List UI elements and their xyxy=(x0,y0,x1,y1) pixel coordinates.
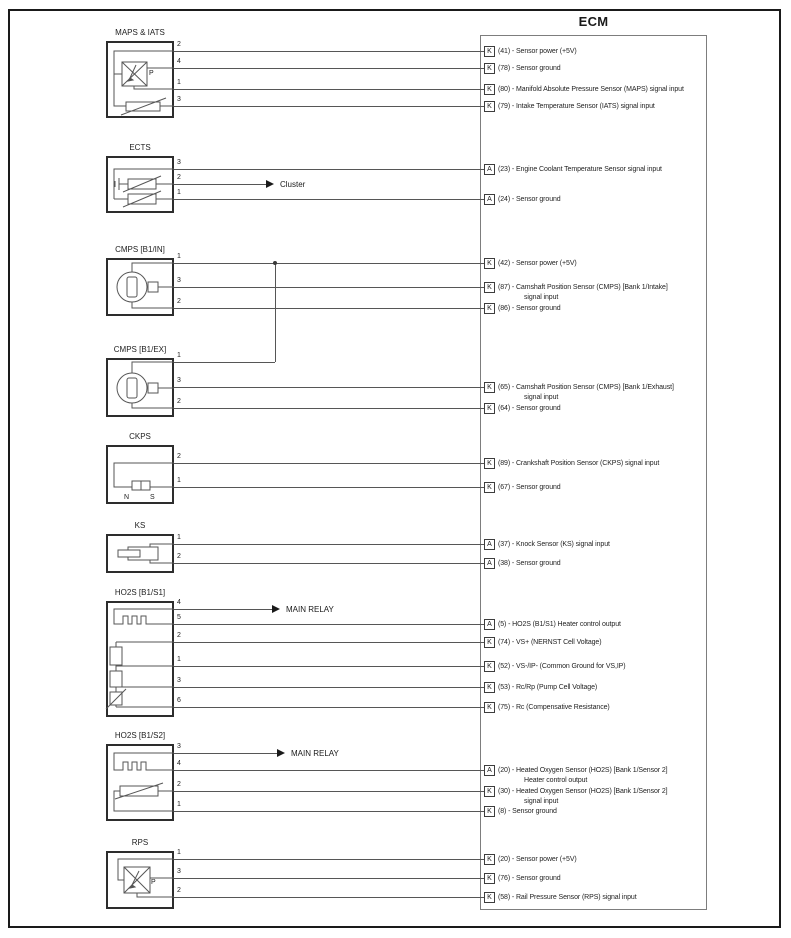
ks-symbol xyxy=(106,534,174,573)
wire-junction xyxy=(273,261,277,265)
pressure-p-label: P xyxy=(151,879,156,886)
ecm-terminal xyxy=(484,854,577,865)
wire xyxy=(174,184,266,185)
terminal-letter: A xyxy=(484,619,495,630)
wire xyxy=(174,624,484,625)
main-relay-label: MAIN RELAY xyxy=(286,605,334,614)
wire xyxy=(174,753,277,754)
terminal-letter: K xyxy=(484,258,495,269)
pin-number: 3 xyxy=(177,377,181,384)
ecm-terminal xyxy=(484,403,561,414)
terminal-text: (89) - Crankshaft Position Sensor (CKPS) signal input xyxy=(498,459,660,467)
pin-number: 4 xyxy=(177,599,181,606)
wire xyxy=(174,199,484,200)
wire xyxy=(174,791,484,792)
pin-number: 4 xyxy=(177,760,181,767)
ho2s-s1-symbol xyxy=(106,601,174,717)
pole-n-label: N xyxy=(124,494,130,501)
terminal-text: (65) - Camshaft Position Sensor (CMPS) [Bank 1/Exhaust] xyxy=(498,383,674,391)
ecm-terminal xyxy=(484,194,561,205)
terminal-text: (5) - HO2S (B1/S1) Heater control output xyxy=(498,620,621,628)
ecm-terminal xyxy=(484,765,668,786)
pin-number: 1 xyxy=(177,189,181,196)
wire xyxy=(174,362,275,363)
connector-title-rps: RPS xyxy=(131,838,149,847)
terminal-text: (37) - Knock Sensor (KS) signal input xyxy=(498,540,610,548)
pin-number: 3 xyxy=(177,868,181,875)
wire xyxy=(174,897,484,898)
wire xyxy=(174,811,484,812)
connector-cmps-ex xyxy=(106,358,174,417)
terminal-text2: signal input xyxy=(524,797,559,805)
wire xyxy=(174,463,484,464)
pin-number: 3 xyxy=(177,96,181,103)
pole-s-label: S xyxy=(150,494,155,501)
terminal-letter: A xyxy=(484,164,495,175)
pin-number: 1 xyxy=(177,656,181,663)
terminal-letter: K xyxy=(484,84,495,95)
terminal-text: (24) - Sensor ground xyxy=(498,195,561,203)
ecm-title: ECM xyxy=(578,14,609,29)
pin-number: 2 xyxy=(177,553,181,560)
wire xyxy=(174,487,484,488)
connector-title-ckps: CKPS xyxy=(129,432,151,441)
terminal-text2: signal input xyxy=(524,393,559,401)
terminal-letter: K xyxy=(484,702,495,713)
wire xyxy=(174,68,484,69)
ecm-terminal xyxy=(484,46,577,57)
ecm-terminal xyxy=(484,873,561,884)
wire xyxy=(174,687,484,688)
pin-number: 1 xyxy=(177,477,181,484)
connector-ckps xyxy=(106,445,174,504)
pin-number: 1 xyxy=(177,253,181,260)
wire xyxy=(174,609,272,610)
connector-title-maps-iats: MAPS & IATS xyxy=(115,28,165,37)
pin-number: 1 xyxy=(177,79,181,86)
arrow-icon xyxy=(272,605,280,613)
terminal-text: (78) - Sensor ground xyxy=(498,64,561,72)
pin-number: 5 xyxy=(177,614,181,621)
terminal-text: (64) - Sensor ground xyxy=(498,404,561,412)
connector-ho2s-s2 xyxy=(106,744,174,821)
terminal-text: (74) - VS+ (NERNST Cell Voltage) xyxy=(498,638,602,646)
main-relay-label: MAIN RELAY xyxy=(291,749,339,758)
pin-number: 2 xyxy=(177,174,181,181)
terminal-text: (53) - Rc/Rp (Pump Cell Voltage) xyxy=(498,683,598,691)
wire-branch xyxy=(275,263,276,362)
ecm-terminal xyxy=(484,661,625,672)
ecm-terminal xyxy=(484,806,557,817)
terminal-text: (23) - Engine Coolant Temperature Sensor signal input xyxy=(498,165,662,173)
pin-number: 1 xyxy=(177,352,181,359)
terminal-letter: K xyxy=(484,303,495,314)
terminal-text: (42) - Sensor power (+5V) xyxy=(498,259,577,267)
wire xyxy=(174,544,484,545)
wire xyxy=(174,106,484,107)
terminal-letter: K xyxy=(484,786,495,797)
pin-number: 3 xyxy=(177,677,181,684)
pin-number: 1 xyxy=(177,801,181,808)
connector-maps-iats xyxy=(106,41,174,118)
pin-number: 2 xyxy=(177,298,181,305)
ecm-terminal xyxy=(484,682,597,693)
terminal-letter: K xyxy=(484,892,495,903)
ecm-terminal xyxy=(484,482,561,493)
connector-title-cmps-in: CMPS [B1/IN] xyxy=(115,245,165,254)
terminal-letter: K xyxy=(484,806,495,817)
pin-number: 4 xyxy=(177,58,181,65)
terminal-letter: K xyxy=(484,282,495,293)
terminal-letter: K xyxy=(484,63,495,74)
connector-title-cmps-ex: CMPS [B1/EX] xyxy=(113,345,167,354)
terminal-text: (8) - Sensor ground xyxy=(498,807,557,815)
terminal-letter: K xyxy=(484,682,495,693)
terminal-text: (20) - Sensor power (+5V) xyxy=(498,855,577,863)
arrow-icon xyxy=(277,749,285,757)
terminal-text2: signal input xyxy=(524,293,559,301)
ho2s-s2-symbol xyxy=(106,744,174,821)
arrow-icon xyxy=(266,180,274,188)
connector-cmps-in xyxy=(106,258,174,316)
ecm-terminal xyxy=(484,892,637,903)
maps-iats-symbol xyxy=(106,41,174,118)
terminal-text: (87) - Camshaft Position Sensor (CMPS) [Bank 1/Intake] xyxy=(498,283,668,291)
terminal-letter: A xyxy=(484,539,495,550)
connector-title-ho2s-s1: HO2S [B1/S1] xyxy=(114,588,166,597)
terminal-letter: A xyxy=(484,558,495,569)
connector-ects xyxy=(106,156,174,213)
ecm-terminal xyxy=(484,164,662,175)
ects-symbol xyxy=(106,156,174,213)
ecm-terminal xyxy=(484,558,561,569)
terminal-letter: K xyxy=(484,482,495,493)
connector-title-ects: ECTS xyxy=(129,143,151,152)
wire xyxy=(174,878,484,879)
ckps-symbol xyxy=(106,445,174,504)
terminal-letter: K xyxy=(484,854,495,865)
wire xyxy=(174,563,484,564)
terminal-text: (75) - Rc (Compensative Resistance) xyxy=(498,703,610,711)
wire xyxy=(174,642,484,643)
wire xyxy=(174,707,484,708)
pin-number: 1 xyxy=(177,534,181,541)
cmps-ex-symbol xyxy=(106,358,174,417)
pin-number: 2 xyxy=(177,398,181,405)
terminal-letter: K xyxy=(484,382,495,393)
pin-number: 6 xyxy=(177,697,181,704)
terminal-letter: K xyxy=(484,637,495,648)
ecm-terminal xyxy=(484,63,561,74)
terminal-text: (67) - Sensor ground xyxy=(498,483,561,491)
terminal-text: (30) - Heated Oxygen Sensor (HO2S) [Bank 1/Sensor 2] xyxy=(498,787,668,795)
connector-ho2s-s1 xyxy=(106,601,174,717)
terminal-text: (79) - Intake Temperature Sensor (IATS) signal input xyxy=(498,102,655,110)
terminal-text: (52) - VS-/IP- (Common Ground for VS,IP) xyxy=(498,662,626,670)
wire xyxy=(174,859,484,860)
terminal-letter: K xyxy=(484,873,495,884)
terminal-letter: K xyxy=(484,101,495,112)
wire xyxy=(174,89,484,90)
terminal-text: (80) - Manifold Absolute Pressure Sensor (MAPS) signal input xyxy=(498,85,684,93)
terminal-text: (86) - Sensor ground xyxy=(498,304,561,312)
wire xyxy=(174,51,484,52)
connector-rps xyxy=(106,851,174,909)
ecm-terminal xyxy=(484,303,561,314)
ecm-terminal xyxy=(484,619,621,630)
ecm-terminal xyxy=(484,84,684,95)
terminal-letter: K xyxy=(484,46,495,57)
ecm-terminal xyxy=(484,637,601,648)
wire xyxy=(174,387,484,388)
pin-number: 3 xyxy=(177,743,181,750)
cluster-label: Cluster xyxy=(280,180,306,189)
connector-title-ho2s-s2: HO2S [B1/S2] xyxy=(114,731,166,740)
connector-ks xyxy=(106,534,174,573)
ecm-terminal xyxy=(484,786,668,807)
ecm-terminal xyxy=(484,258,577,269)
pin-number: 2 xyxy=(177,887,181,894)
terminal-text: (41) - Sensor power (+5V) xyxy=(498,47,577,55)
pin-number: 2 xyxy=(177,41,181,48)
ecm-terminal xyxy=(484,458,659,469)
wire xyxy=(174,287,484,288)
terminal-text: (38) - Sensor ground xyxy=(498,559,561,567)
ecm-terminal xyxy=(484,382,674,403)
rps-symbol xyxy=(106,851,174,909)
wire xyxy=(174,308,484,309)
terminal-text2: Heater control output xyxy=(524,776,588,784)
pin-number: 3 xyxy=(177,277,181,284)
pin-number: 3 xyxy=(177,159,181,166)
pin-number: 2 xyxy=(177,632,181,639)
cmps-in-symbol xyxy=(106,258,174,316)
terminal-text: (58) - Rail Pressure Sensor (RPS) signal input xyxy=(498,893,637,901)
terminal-letter: A xyxy=(484,765,495,776)
wire xyxy=(174,408,484,409)
terminal-text: (76) - Sensor ground xyxy=(498,874,561,882)
terminal-letter: K xyxy=(484,661,495,672)
terminal-letter: K xyxy=(484,403,495,414)
terminal-text: (20) - Heated Oxygen Sensor (HO2S) [Bank 1/Sensor 2] xyxy=(498,766,668,774)
wire xyxy=(174,169,484,170)
ecm-terminal xyxy=(484,539,610,550)
pin-number: 2 xyxy=(177,781,181,788)
connector-title-ks: KS xyxy=(134,521,146,530)
ecm-terminal xyxy=(484,702,610,713)
wire xyxy=(174,666,484,667)
pressure-p-label: P xyxy=(149,70,154,77)
pin-number: 2 xyxy=(177,453,181,460)
wire xyxy=(174,770,484,771)
terminal-letter: A xyxy=(484,194,495,205)
terminal-letter: K xyxy=(484,458,495,469)
ecm-terminal xyxy=(484,282,668,303)
pin-number: 1 xyxy=(177,849,181,856)
wire xyxy=(174,263,484,264)
ecm-terminal xyxy=(484,101,655,112)
